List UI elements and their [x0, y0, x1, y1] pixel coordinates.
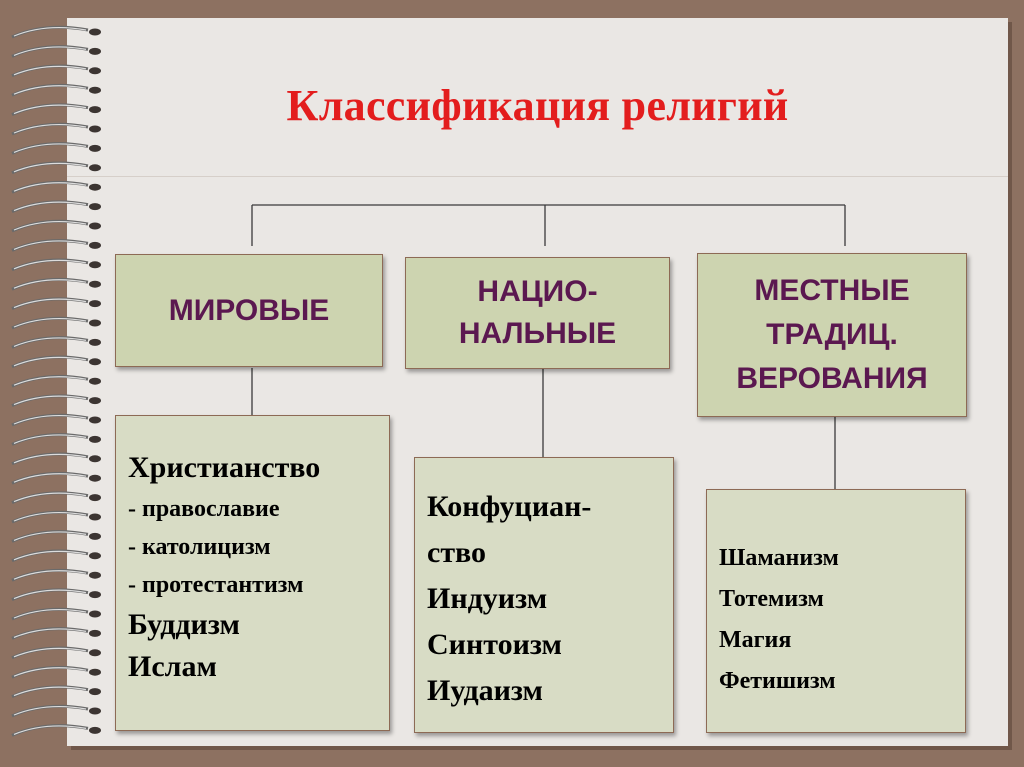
category-world-label: МИРОВЫЕ	[168, 293, 330, 327]
category-national-box	[405, 257, 670, 369]
list-item: Иудаизм	[427, 674, 543, 707]
category-world-box	[115, 254, 383, 367]
list-item: - протестантизм	[128, 572, 304, 598]
national-religions-list	[414, 457, 674, 733]
list-item: Буддизм	[128, 608, 240, 641]
list-item: Конфуциан-	[427, 490, 592, 523]
category-local-label: МЕСТНЫЕ ТРАДИЦ. ВЕРОВАНИЯ	[736, 274, 928, 395]
list-item: Индуизм	[427, 582, 548, 615]
list-item: Шаманизм	[719, 545, 839, 571]
list-item: Тотемизм	[719, 586, 824, 612]
page-title: Классификация религий	[286, 81, 789, 130]
list-item: Синтоизм	[427, 628, 562, 661]
category-local-box	[697, 253, 967, 417]
category-national-label: НАЦИО- НАЛЬНЫЕ	[458, 275, 617, 350]
list-item: Ислам	[128, 650, 217, 683]
list-item: Магия	[719, 627, 792, 653]
list-item: - католицизм	[128, 534, 271, 560]
local-beliefs-list	[706, 489, 966, 733]
list-item: Христианство	[128, 451, 321, 484]
list-item: Фетишизм	[719, 668, 836, 694]
list-item: - православие	[128, 496, 280, 522]
list-item: ство	[427, 536, 487, 569]
world-religions-list	[115, 415, 390, 731]
